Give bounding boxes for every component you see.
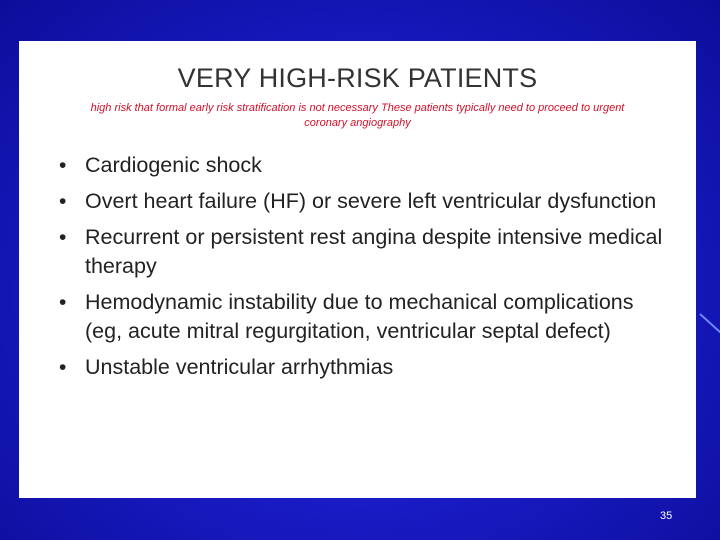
slide-subtitle: high risk that formal early risk stratification is not necessary These patients typically need to proceed to urgent coronary angiography <box>90 102 625 129</box>
bullet-icon: • <box>59 356 67 379</box>
bullet-list <box>59 151 669 389</box>
bullet-item <box>59 288 669 346</box>
bullet-text: Unstable ventricular arrhythmias <box>85 355 394 379</box>
slide-number: 35 <box>660 510 673 522</box>
bullet-item <box>59 223 669 281</box>
bullet-icon: • <box>59 226 67 249</box>
decorative-line <box>699 313 720 335</box>
slide-title: VERY HIGH-RISK PATIENTS <box>177 63 538 93</box>
bullet-text: Hemodynamic instability due to mechanical complications (eg, acute mitral regurgitation, ventricular septal defect) <box>85 290 634 343</box>
bullet-text: Recurrent or persistent rest angina despite intensive medical therapy <box>85 225 663 278</box>
bullet-item <box>59 187 669 216</box>
bullet-icon: • <box>59 154 67 177</box>
slide-card <box>19 41 696 498</box>
bullet-item <box>59 151 669 180</box>
bullet-text: Cardiogenic shock <box>85 153 262 177</box>
bullet-icon: • <box>59 190 67 213</box>
bullet-item <box>59 353 669 382</box>
bullet-text: Overt heart failure (HF) or severe left ventricular dysfunction <box>85 189 657 213</box>
bullet-icon: • <box>59 291 67 314</box>
